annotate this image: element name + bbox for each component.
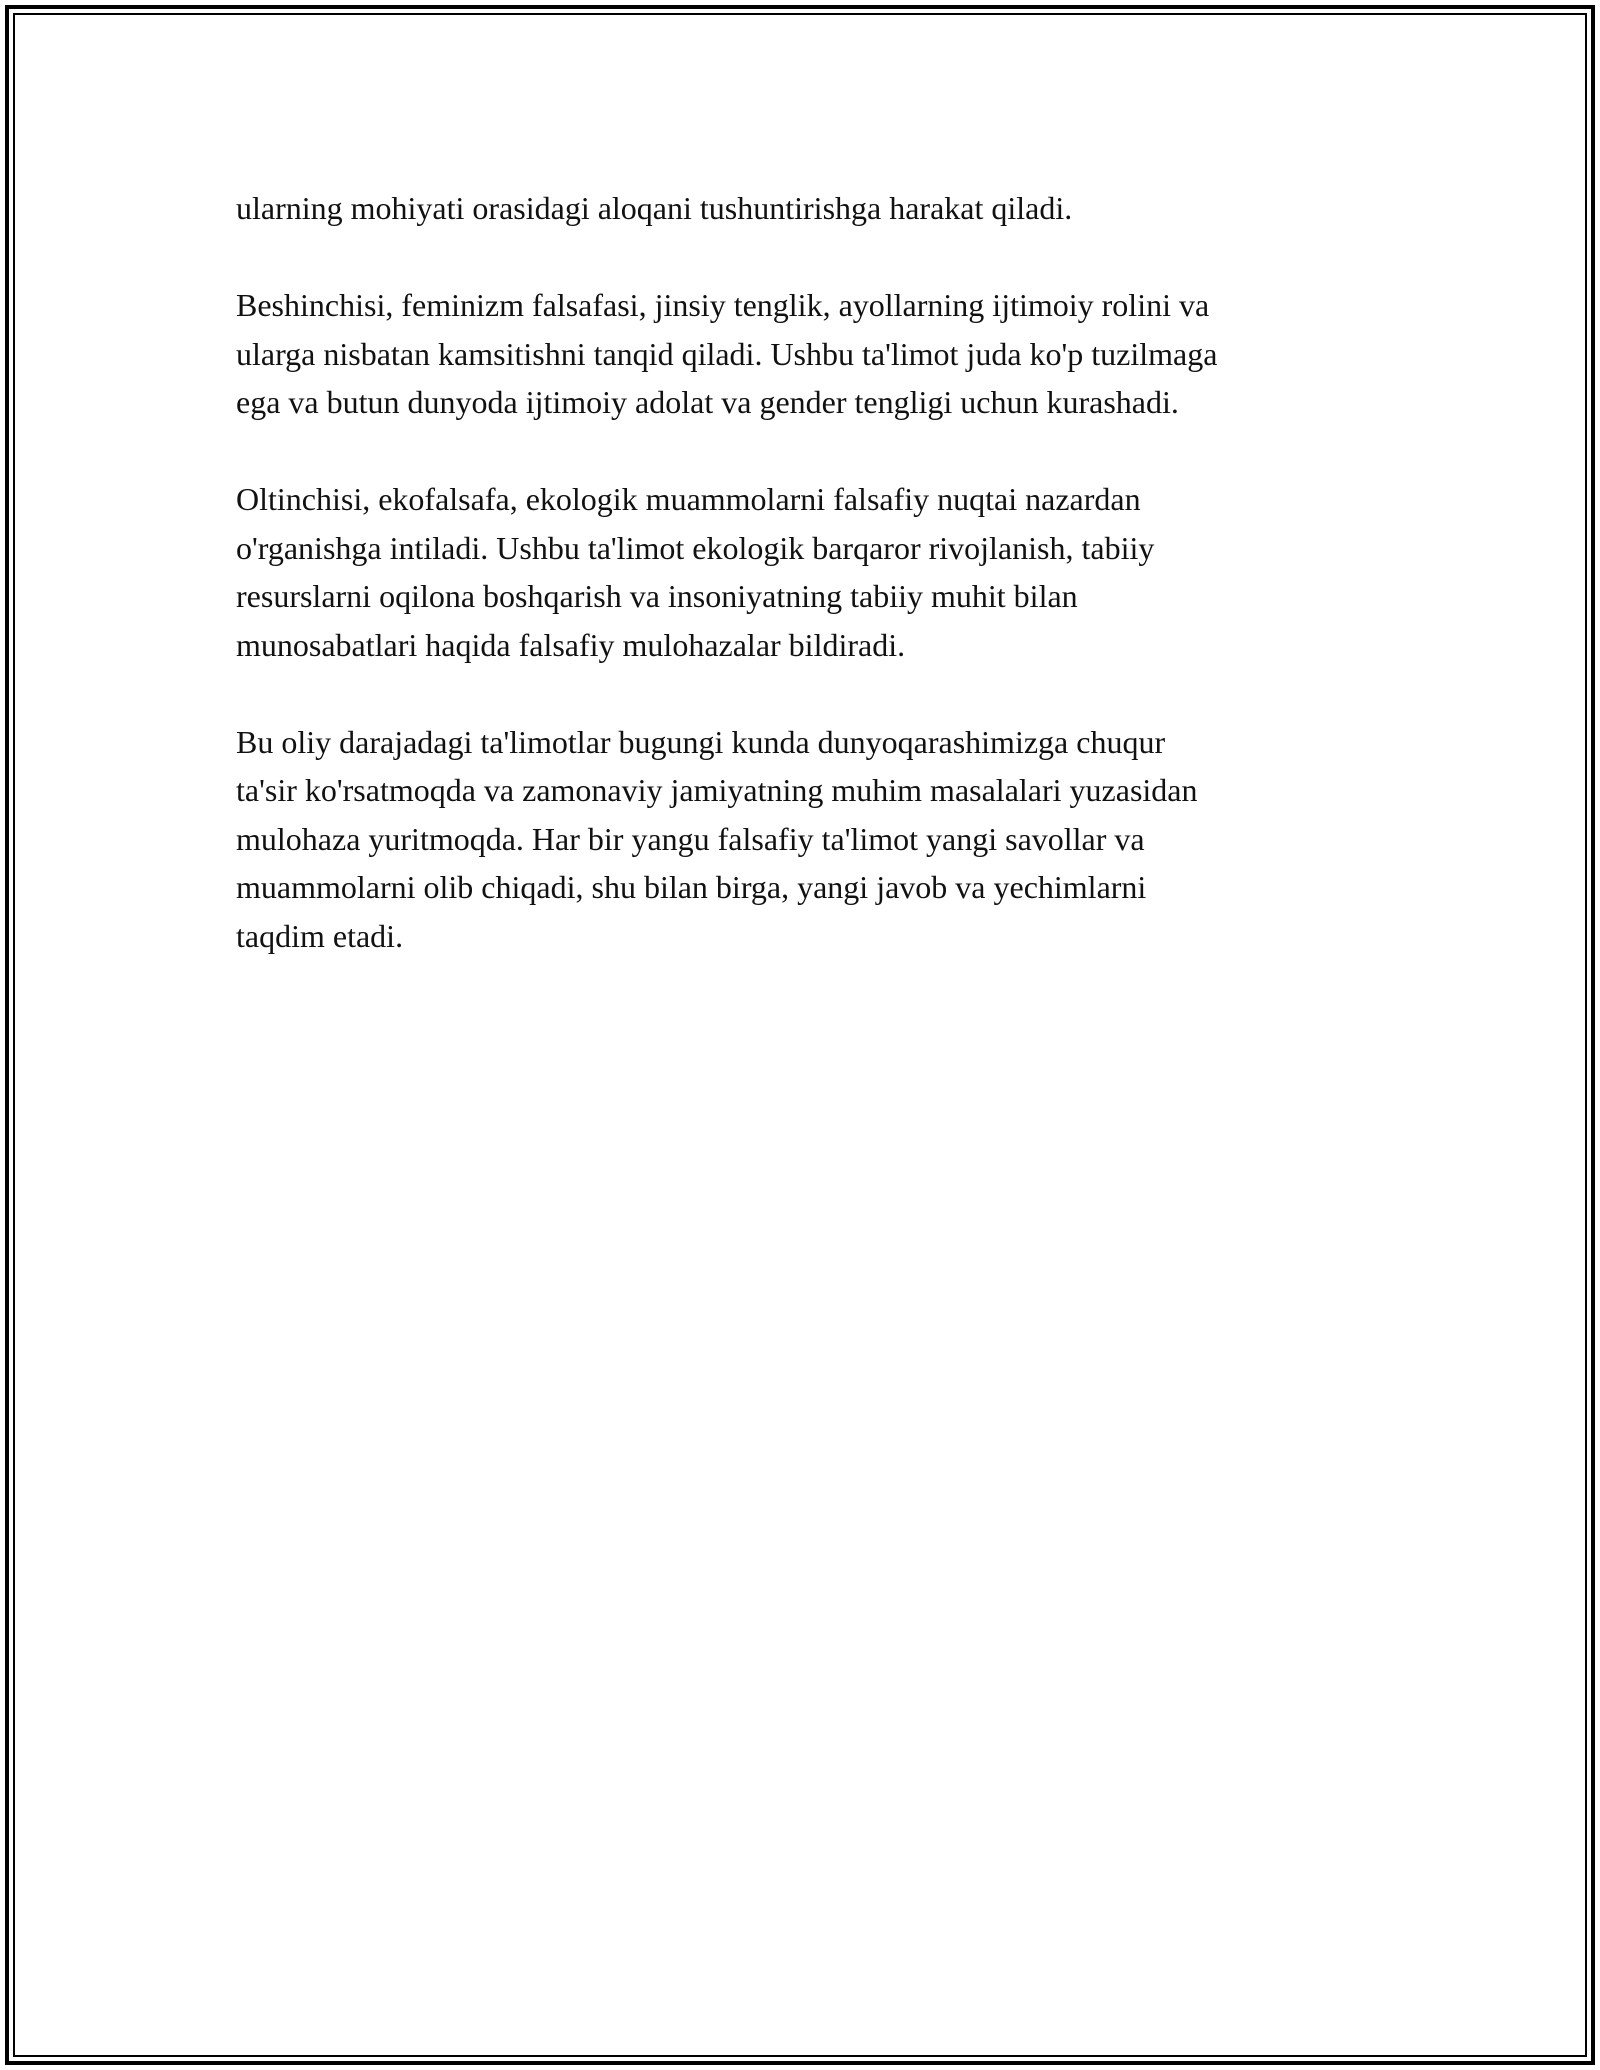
paragraph-1 xyxy=(236,184,1416,233)
text-line: munosabatlari haqida falsafiy mulohazalar bildiradi. xyxy=(236,626,906,663)
text-line: resurslarni oqilona boshqarish va insoniyatning tabiiy muhit bilan xyxy=(236,578,1078,614)
text-line: Bu oliy darajadagi ta'limotlar bugungi kunda dunyoqarashimizga chuqur xyxy=(236,723,1166,760)
text-line: mulohaza yuritmoqda. Har bir yangu falsafiy ta'limot yangi savollar va xyxy=(236,820,1145,857)
paragraph-4 xyxy=(236,718,1416,961)
paragraph-2 xyxy=(236,281,1416,427)
text-line: ularning mohiyati orasidagi aloqani tushuntirishga harakat qiladi. xyxy=(236,190,1073,226)
text-line: ta'sir ko'rsatmoqda va zamonaviy jamiyatning muhim masalalari yuzasidan xyxy=(236,772,1198,808)
text-line: ega va butun dunyoda ijtimoiy adolat va gender tengligi uchun kurashadi. xyxy=(236,384,1179,420)
text-line: Oltinchisi, ekofalsafa, ekologik muammolarni falsafiy nuqtai nazardan xyxy=(236,481,1141,517)
text-line: o'rganishga intiladi. Ushbu ta'limot ekologik barqaror rivojlanish, tabiiy xyxy=(236,529,1155,566)
document-body xyxy=(236,184,1416,1009)
text-line: ularga nisbatan kamsitishni tanqid qiladi. Ushbu ta'limot juda ko'p tuzilmaga xyxy=(236,335,1218,372)
text-line: muammolarni olib chiqadi, shu bilan birga, yangi javob va yechimlarni xyxy=(236,869,1147,905)
text-line: taqdim etadi. xyxy=(236,917,404,954)
text-line: Beshinchisi, feminizm falsafasi, jinsiy tenglik, ayollarning ijtimoiy rolini va xyxy=(236,287,1210,323)
paragraph-3 xyxy=(236,475,1416,669)
